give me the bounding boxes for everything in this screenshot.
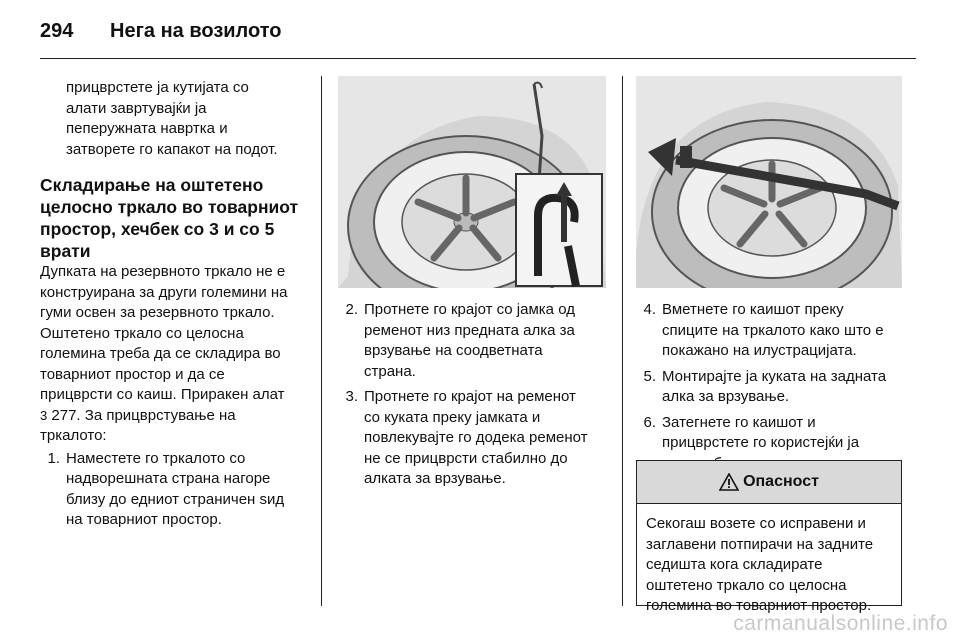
text-line: големина треба да се складира во <box>40 345 281 362</box>
list-number: 1. <box>47 449 60 467</box>
list-number: 6. <box>643 413 656 431</box>
text-line: алати завртувајќи ја <box>66 99 207 117</box>
list-item <box>40 449 312 531</box>
list-number: 4. <box>643 301 656 318</box>
text-line: прицврсти со каиш. Приракен алат <box>40 386 285 403</box>
text-line: страна. <box>364 362 416 380</box>
strap-over-spokes-illustration <box>636 76 902 288</box>
text-line: големина во товарниот простор. <box>646 597 872 614</box>
text-line: прицврстете го користејќи ја <box>662 434 860 451</box>
header-rule <box>40 58 916 59</box>
text-line: со куката преку јамката и <box>364 408 541 426</box>
warning-box <box>636 460 902 614</box>
text-line: пеперужната навртка и <box>66 120 228 137</box>
text-line: Наместете го тркалото со <box>66 449 246 467</box>
page-reference[interactable] <box>40 406 312 427</box>
page-number: 294 <box>40 20 74 42</box>
text-line: Монтирајте ја куката на задната <box>662 367 887 385</box>
reference-text: 277. За прицврстување на <box>47 406 236 424</box>
watermark: carmanualsonline.info <box>733 612 948 635</box>
section-heading <box>40 174 312 262</box>
heading-line: целосно тркало во товарниот <box>40 197 299 217</box>
right-column <box>636 300 908 474</box>
spare-wheel-strap-illustration <box>338 76 606 288</box>
text-line: гуми освен за резервното тркало. <box>40 304 275 321</box>
text-line: оштетено тркало со целосна <box>646 576 847 594</box>
list-number: 5. <box>643 367 656 385</box>
text-line: на товарниот простор. <box>66 511 222 528</box>
text-line: прицврстете ја кутијата со <box>66 79 249 96</box>
text-line: товарниот простор и да се <box>40 365 225 383</box>
text-line: седишта кога складирате <box>646 556 823 573</box>
warning-title: Опасност <box>743 473 819 490</box>
text-line: алка за врзување. <box>662 388 790 405</box>
heading-line: простор, хечбек со 3 и со 5 <box>40 219 275 239</box>
warning-body <box>637 504 901 627</box>
text-line: близу до едниот страничен ѕид <box>66 490 285 508</box>
warning-triangle-icon <box>719 473 739 491</box>
page-header <box>40 14 910 54</box>
list-item <box>636 367 908 408</box>
text-line: Протнете го крајот на ременот <box>364 388 576 405</box>
list-item <box>338 387 612 490</box>
text-line: Вметнете го каишот преку <box>662 301 844 318</box>
text-line: врзување на соодветната <box>364 342 543 359</box>
wheel-strap-svg <box>636 76 902 288</box>
list-item <box>636 300 908 362</box>
heading-line: Складирање на оштетено <box>40 175 264 195</box>
text-line: алката за врзување. <box>364 470 506 487</box>
middle-column <box>338 300 612 490</box>
text-line: Дупката на резервното тркало не е <box>40 263 286 280</box>
heading-line: врати <box>40 241 91 261</box>
text-line: повлекувајте го додека ременот <box>364 429 588 446</box>
page-title: Нега на возилото <box>110 20 282 42</box>
text-line: тркалото: <box>40 427 107 444</box>
reference-arrow-icon: 3 <box>40 407 48 423</box>
text-line: Оштетено тркало со целосна <box>40 324 244 342</box>
text-line: Протнете го крајот со јамка од <box>364 301 575 318</box>
text-line: Затегнете го каишот и <box>662 413 816 431</box>
column-divider-left <box>321 76 322 606</box>
wheel-illustration-svg <box>338 76 606 288</box>
text-line: конструирана за други големини на <box>40 283 288 301</box>
warning-header <box>637 461 901 504</box>
left-column <box>40 78 312 531</box>
list-number: 2. <box>345 301 358 318</box>
list-item <box>338 300 612 382</box>
text-line: надворешната страна нагоре <box>66 470 271 487</box>
text-line: покажано на илустрацијата. <box>662 342 857 359</box>
text-line: спиците на тркалото како што е <box>662 321 884 339</box>
intro-text <box>40 78 312 160</box>
column-divider-right <box>622 76 623 606</box>
section-body <box>40 262 312 447</box>
text-line: заглавени потпирачи на задните <box>646 535 874 553</box>
text-line: затворете го капакот на подот. <box>66 140 278 158</box>
text-line: ременот низ предната алка за <box>364 321 575 339</box>
text-line: не се прицврсти стабилно до <box>364 449 568 467</box>
text-line: Секогаш возете со исправени и <box>646 515 866 532</box>
list-number: 3. <box>345 388 358 405</box>
